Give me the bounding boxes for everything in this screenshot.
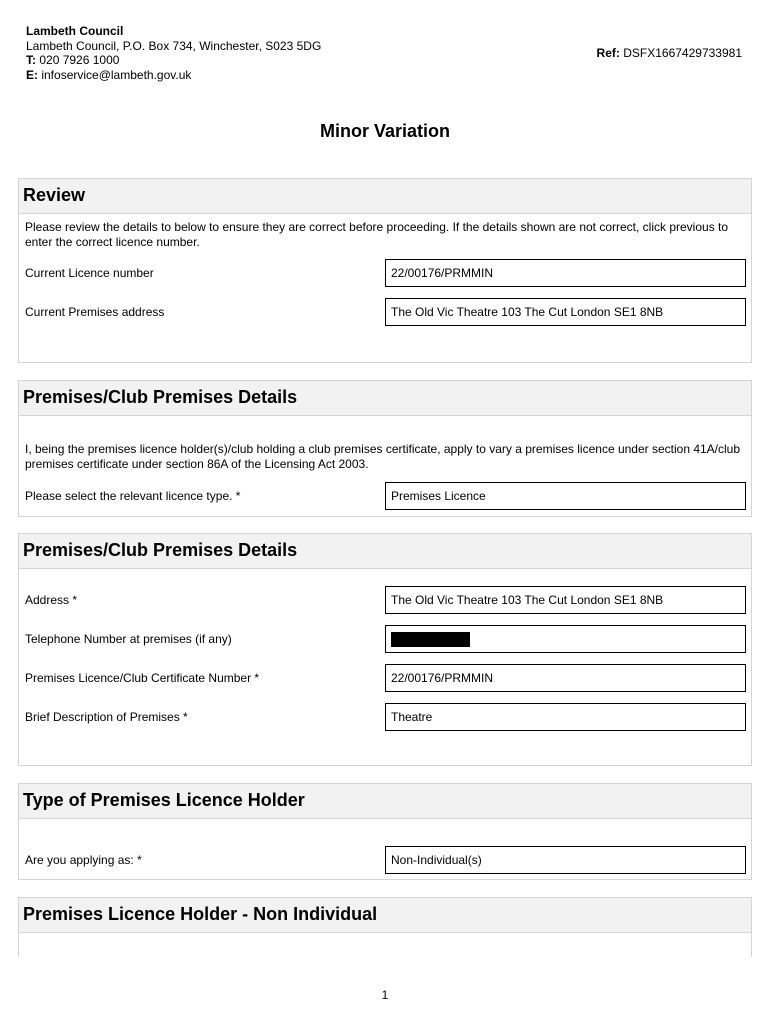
phone-label: T:	[26, 53, 36, 67]
phone-value: 020 7926 1000	[39, 53, 120, 67]
licence-type-label: Please select the relevant licence type. *	[25, 489, 241, 503]
page-number: 1	[381, 988, 389, 1002]
premises-intro-heading: Premises/Club Premises Details	[19, 381, 751, 416]
council-header	[26, 24, 321, 82]
council-name: Lambeth Council	[26, 24, 124, 38]
redacted-block	[391, 632, 470, 647]
ref-label: Ref:	[596, 46, 620, 60]
licence-type-field: Premises Licence	[385, 482, 746, 510]
current-address-field: The Old Vic Theatre 103 The Cut London SE1 8NB	[385, 298, 746, 326]
holder-type-section	[18, 783, 752, 880]
premises-intro-text: I, being the premises licence holder(s)/club holding a club premises certificate, apply to vary a premises licence under section 41A/club premises certificate under section 86A of the Licensing Act 2003.	[25, 442, 741, 471]
holder-type-heading: Type of Premises Licence Holder	[19, 784, 751, 819]
address-field: The Old Vic Theatre 103 The Cut London SE1 8NB	[385, 586, 746, 614]
council-address: Lambeth Council, P.O. Box 734, Winchester, S023 5DG	[26, 38, 322, 53]
holder-non-individual-section	[18, 897, 752, 957]
licence-number-field: 22/00176/PRMMIN	[385, 664, 746, 692]
holder-non-individual-heading: Premises Licence Holder - Non Individual	[19, 898, 751, 933]
premises-details-heading: Premises/Club Premises Details	[19, 534, 751, 569]
current-licence-field: 22/00176/PRMMIN	[385, 259, 746, 287]
reference	[597, 46, 742, 60]
review-heading: Review	[19, 179, 751, 214]
review-section	[18, 178, 752, 363]
telephone-field	[385, 625, 746, 653]
description-field: Theatre	[385, 703, 746, 731]
council-phone	[26, 53, 321, 68]
premises-intro-section	[18, 380, 752, 517]
address-label: Address *	[25, 593, 78, 607]
applying-as-label: Are you applying as: *	[25, 853, 142, 867]
review-intro: Please review the details to below to ensure they are correct before proceeding. If the details shown are not correct, click previous to enter the correct licence number.	[25, 220, 729, 249]
telephone-label: Telephone Number at premises (if any)	[25, 632, 232, 646]
description-label: Brief Description of Premises *	[25, 710, 188, 724]
applying-as-field: Non-Individual(s)	[385, 846, 746, 874]
council-email	[26, 68, 321, 83]
email-value: infoservice@lambeth.gov.uk	[41, 67, 192, 82]
page-title: Minor Variation	[319, 121, 451, 141]
licence-number-label: Premises Licence/Club Certificate Number *	[25, 671, 260, 685]
premises-details-section	[18, 533, 752, 766]
current-address-label: Current Premises address	[25, 305, 165, 319]
current-licence-label: Current Licence number	[25, 266, 154, 280]
email-label: E:	[26, 67, 38, 82]
ref-value: DSFX1667429733981	[623, 46, 742, 60]
